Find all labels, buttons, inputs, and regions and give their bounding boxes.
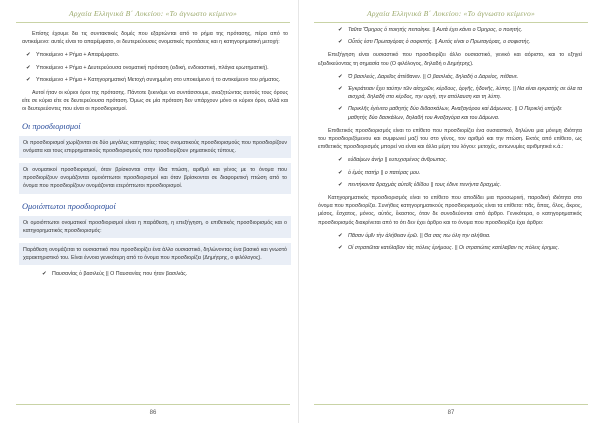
- left-page-body: [22, 30, 288, 284]
- checkmark-icon: ✔: [338, 39, 343, 46]
- left-page: [10, 0, 296, 423]
- structure-list: [22, 51, 288, 84]
- checkmark-icon: ✔: [338, 106, 343, 113]
- list-item: ✔ Οἱ στρατιῶται κατέλαβον τὰς πόλεις ἐρήμους. || Οι στρατιώτες κατέλαβαν τις πόλεις έρημες.: [338, 245, 560, 252]
- checkmark-icon: ✔: [26, 52, 31, 59]
- checkmark-icon: ✔: [338, 232, 343, 239]
- list-item: ✔ εὐδαίμων ἀνήρ || ευτυχισμένος άνθρωπος.: [338, 157, 448, 164]
- page-header: Αρχαία Ελληνικά Β΄ Λυκείου: «Το άγνωστο κείμενο»: [367, 9, 535, 18]
- example-list: [318, 26, 582, 46]
- list-item: ✔ Υποκείμενο + Ρήμα + Δευτερεύουσα ονοματική πρόταση (ειδική, ενδοιαστική, πλάγια ερωτηματική).: [26, 64, 269, 71]
- definition-box: Οι προσδιορισμοί χωρίζονται σε δύο μεγάλες κατηγορίες: τους ονοματικούς προσδιορισμούς που προσδιορίζουν ονόματα και τους επιρρηματικούς προσδιορισμούς που προσδιορίζουν ρηματικούς τύπους.: [19, 136, 291, 158]
- checkmark-icon: ✔: [338, 27, 343, 33]
- list-item: ✔ Υποκείμενο + Ρήμα + Κατηγορηματική Μετοχή συνημμένη στο υποκείμενο ή το αντικείμενο του ρήματος.: [26, 76, 281, 83]
- list-item: ✔ ὁ ἐμὸς πατήρ || ο πατέρας μου.: [338, 169, 421, 176]
- checkmark-icon: ✔: [338, 169, 343, 176]
- page-header: Αρχαία Ελληνικά Β΄ Λυκείου: «Το άγνωστο κείμενο»: [69, 9, 237, 18]
- list-item: ✔ Περικλῆς ἐγένετο μαθητής δύο διδασκάλων, Ἀναξαγόρου καὶ Δάμωνος. || Ο Περικλή υπήρξε μαθητής δύο δασκάλων, δηλαδή του Αναξαγόρα και του Δάμωνα.: [338, 106, 562, 121]
- checkmark-icon: ✔: [338, 86, 343, 93]
- list-item: ✔ Ταῦτα Ὅμηρος ὁ ποιητής πεποίηκε. || Αυτά έχει κάνει ο Όμηρος, ο ποιητής.: [338, 27, 523, 33]
- header-rule: [16, 22, 290, 23]
- attributive-definition: Επιθετικός προσδιορισμός είναι το επίθετο που προσδιορίζει ένα ουσιαστικό, δηλώνει μια μόνιμη ιδιότητα του προσδιοριζόμενου και συμφωνεί μαζί του στο γένος, τον αριθμό και την πτώση. Εκτός από επίθετο, ως επιθετικός προσδιορισμός μπορεί να είναι και άλλα μέρη του λόγου: μετοχές, αντωνυμίες αριθμητικά κ.ά.:: [318, 127, 582, 151]
- checkmark-icon: ✔: [338, 157, 343, 164]
- checkmark-icon: ✔: [338, 245, 343, 252]
- list-item: ✔ Πᾶσαν ὑμῖν τὴν ἀλήθειαν ἐρῶ. || Θα σας πω όλη την αλήθεια.: [338, 232, 491, 239]
- example-list: [318, 232, 582, 252]
- example-list: [22, 270, 288, 278]
- definition-box: Οι ομοιόπτωτοι ονοματικοί προσδιορισμοί είναι η παράθεση, η επεξήγηση, ο επιθετικός προσδιορισμός και ο κατηγορηματικός προσδιορισμός:: [19, 216, 291, 238]
- checkmark-icon: ✔: [338, 73, 343, 80]
- checkmark-icon: ✔: [42, 271, 47, 278]
- footer-rule: [16, 404, 290, 405]
- footer-rule: [314, 404, 588, 405]
- right-page-body: [318, 26, 582, 257]
- main-terms-paragraph: Αυτοί ήταν οι κύριοι όροι της πρότασης. Πάντοτε ξεκινάμε να συντάσσουμε, αναζητώντας αυτούς τους όρους είτε σε κύρια είτε σε δευτερεύουσα πρόταση. Όμως σε μία πρόταση δεν υπάρχουν μόνο οι κύριοι όροι, αλλά και οι δευτερεύοντες που είναι οι προσδιορισμοί.: [22, 90, 288, 113]
- definition-box: Παράθεση ονομάζεται το ουσιαστικό που προσδιορίζει ένα άλλο ουσιαστικό, δηλώνοντας ένα βασικό και γνωστό χαρακτηριστικό του. Είναι έννοια γενικότερη από το όνομα που προσδιορίζει (Δημήτρης, ο φιλόλογος).: [19, 243, 291, 265]
- list-item: ✔ Ἐγκράτειαν ἔχει ταύτην τῶν αἰσχρῶν, κέρδους, ὀργῆς, ἡδονῆς, λύπης. || Να είναι εγκρατής σε όλα τα αισχρά, δηλαδή στο κέρδος, την οργή, την απόλαυση και τη λύπη.: [338, 86, 582, 101]
- list-item: ✔ πεντήκοντα δραχμὰς αὐτοῖς ἐδίδου || τους έδινε πενήντα δραχμές.: [338, 181, 502, 188]
- checkmark-icon: ✔: [338, 181, 343, 188]
- page-number: 86: [149, 410, 157, 416]
- example-list: [318, 73, 582, 122]
- definition-box: Οι ονοματικοί προσδιορισμοί, όταν βρίσκονται στην ίδια πτώση, αριθμό και γένος με το όνομα που προσδιορίζουν ονομάζονται ομοιόπτωτοι προσδιορισμοί και όταν βρίσκονται σε διαφορετική πτώση από το όνομα που προσδιορίζουν ονομάζονται ετερόπτωτοι προσδιορισμοί.: [19, 163, 291, 194]
- right-page: [308, 0, 594, 423]
- list-item: ✔ Παυσανίας ὁ βασιλεὺς || Ο Παυσανίας που ήταν βασιλιάς.: [42, 271, 188, 278]
- apposition-definition: Επεξήγηση είναι ουσιαστικό που προσδιορίζει άλλο ουσιαστικό, γενικό και αόριστο, και το εξηγεί εξειδικεύοντας τη σημασία του (Ο φιλόλογος, δηλαδή ο Δημήτρης).: [318, 52, 582, 67]
- section-heading: Ομοιόπτωτοι προσδιορισμοί: [22, 201, 116, 211]
- list-item: ✔ Οὗτός ἐστι Πρωταγόρας ὁ σοφιστής. || Αυτός είναι ο Πρωταγόρας, ο σοφιστής.: [338, 39, 531, 46]
- header-rule: [314, 22, 588, 23]
- checkmark-icon: ✔: [26, 76, 31, 83]
- checkmark-icon: ✔: [26, 64, 31, 71]
- book-spine: [298, 0, 299, 423]
- intro-paragraph: Επίσης έχουμε δει τις συντακτικές δομές που εξαρτώνται από το ρήμα της πρότασης, πέρα από το αντικείμενο: αυτές είναι το απαρέμφατο, οι δευτερεύουσες ονοματικές προτάσεις και η κατηγορηματική μετοχή:: [22, 31, 288, 46]
- section-heading: Οι προσδιορισμοί: [22, 121, 81, 131]
- list-item: ✔ Ὁ βασιλεύς, Δαρεῖος ἀπέθανεν. || Ο βασιλιάς, δηλαδή ο Δαρείος, πέθανε.: [338, 73, 519, 80]
- page-number: 87: [447, 410, 455, 416]
- predicative-definition: Κατηγορηματικός προσδιορισμός είναι το επίθετο που αποδίδει μια προσωρινή, παροδική ιδιότητα στο όνομα που προσδιορίζει. Συνήθεις κατηγορηματικούς προσδιορισμούς είναι τα επίθετα: πᾶς, ἅπας, ὅλος, ἄκρος, μέσος, ἔσχατος, μόνος, αὐτός, ἕκαστος, όταν δε συνοδεύονται από άρθρο. Γενικότερα, ο κατηγορηματικός προσδιορισμός διακρίνεται από το ότι δεν έχει άρθρο και το όνομα που προσδιορίζει έχει άρθρο:: [318, 195, 582, 226]
- list-item: ✔ Υποκείμενο + Ρήμα + Απαρέμφατο.: [26, 52, 120, 59]
- example-list: [318, 156, 582, 189]
